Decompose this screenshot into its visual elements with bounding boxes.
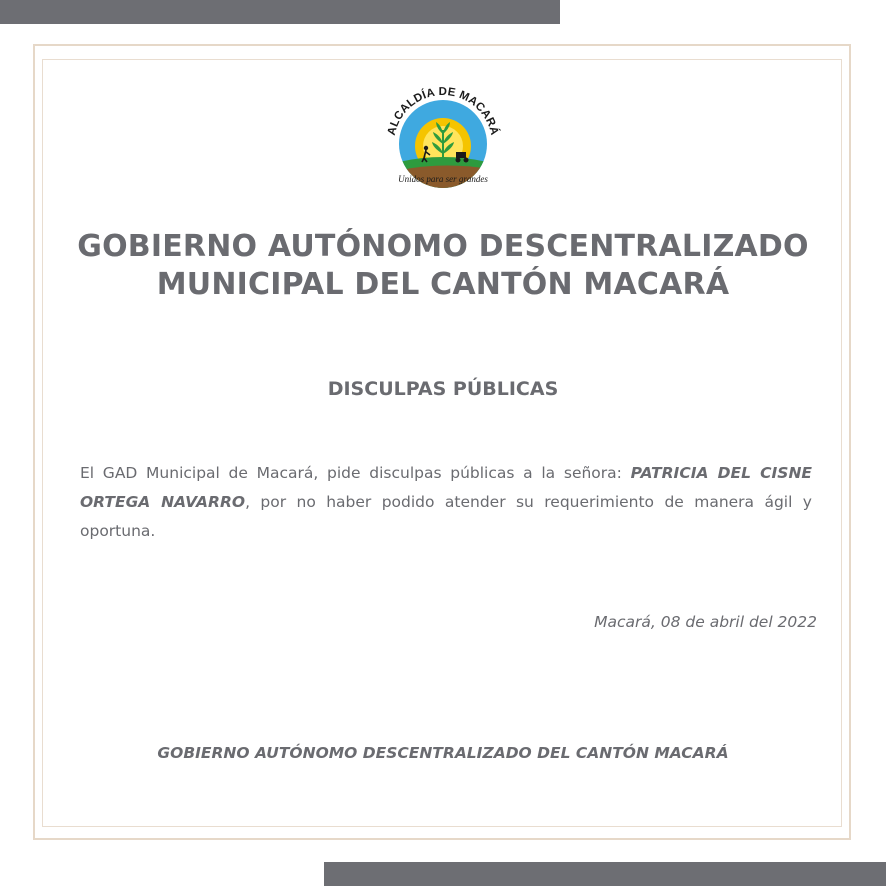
top-decorative-bar [0,0,560,24]
svg-text:ALCALDÍA DE MACARÁ: ALCALDÍA DE MACARÁ [385,86,501,137]
footer-signature: GOBIERNO AUTÓNOMO DESCENTRALIZADO DEL CANTÓN MACARÁ [157,744,729,762]
svg-text:Unidos para ser grandes: Unidos para ser grandes [398,174,488,184]
body-prefix: El GAD Municipal de Macará, pide disculpas públicas a la señora: [80,464,631,482]
notice-heading: DISCULPAS PÚBLICAS [327,378,559,400]
notice-body [80,459,812,546]
title-line-1: GOBIERNO AUTÓNOMO DESCENTRALIZADO [77,229,809,264]
person-name: PATRICIA DEL CISNE ORTEGA NAVARRO [80,464,812,511]
body-suffix: , por no haber podido atender su requerimiento de manera ágil y oportuna. [80,493,812,540]
title-line-2: MUNICIPAL DEL CANTÓN MACARÁ [156,267,730,302]
municipality-logo [380,82,506,192]
page-title [60,228,826,304]
notice-date: Macará, 08 de abril del 2022 [594,613,817,631]
bottom-decorative-bar [324,862,886,886]
